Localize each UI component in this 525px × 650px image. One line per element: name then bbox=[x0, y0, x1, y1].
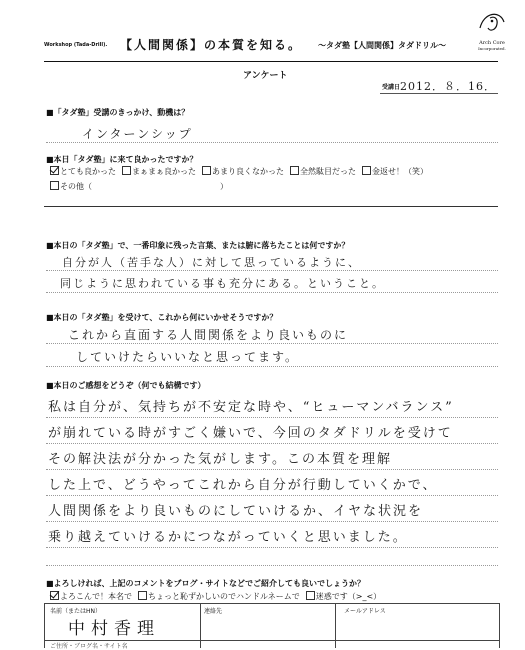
q5-rule-1 bbox=[46, 417, 498, 418]
q1-label: ■「タダ塾」受講のきっかけ、動機は？ bbox=[46, 108, 190, 117]
q2-option-very-good[interactable]: とても良かった bbox=[50, 166, 116, 177]
q5-answer-line-3: その解決法が分かった気がします。この本質を理解 bbox=[48, 452, 392, 467]
q4-rule-1 bbox=[46, 343, 498, 344]
header-rule bbox=[44, 61, 498, 62]
q3-rule-2 bbox=[46, 292, 498, 293]
q5-rule-6 bbox=[46, 547, 498, 548]
q1-rule bbox=[46, 142, 498, 143]
q5-rule-5 bbox=[46, 521, 498, 522]
q5-answer-line-5: 人間関係をより良いものにしていけるか、イヤな状況を bbox=[48, 504, 424, 519]
form-title: アンケート bbox=[243, 71, 288, 81]
q4-answer-line-2: していけたらいいなと思ってます。 bbox=[76, 350, 300, 364]
date-label: 受講日 bbox=[382, 84, 401, 91]
date-value: 2012．８．16． bbox=[400, 80, 496, 93]
q6-option-handle-name[interactable]: ちょっと恥ずかしいのでハンドルネームで bbox=[138, 591, 300, 602]
q3-label: ■本日の「タダ塾」で、一番印象に残った言葉、または腑に落ちたことは何ですか？ bbox=[46, 241, 350, 250]
q2-option-bad[interactable]: 全然駄目だった bbox=[290, 166, 356, 177]
q5-answer-line-1: 私は自分が、気持ちが不安定な時や、“ヒューマンバランス” bbox=[48, 400, 454, 415]
email-field[interactable] bbox=[340, 614, 494, 638]
phone-label: 連絡先 bbox=[204, 608, 223, 615]
contact-divider-1 bbox=[200, 604, 201, 648]
checkbox-icon[interactable] bbox=[306, 591, 315, 600]
q3-answer-line-1: 自分が人（苦手な人）に対して思っているように、 bbox=[62, 256, 361, 269]
q5-answer-line-4: した上で、どうやってこれから自分が行動していくかで、 bbox=[48, 478, 438, 493]
checkbox-icon[interactable] bbox=[362, 166, 371, 175]
q4-label: ■本日の「タダ塾」を受けて、これから何にいかせそうですか？ bbox=[46, 313, 278, 322]
q2-label: ■本日「タダ塾」に来て良かったですか？ bbox=[46, 155, 198, 164]
contact-divider-2 bbox=[335, 604, 336, 648]
q2-option-not-good[interactable]: あまり良くなかった bbox=[202, 166, 284, 177]
q3-answer-line-2: 同じように思われている事も充分にある。ということ。 bbox=[60, 277, 385, 290]
q4-answer-line-1: これから直面する人間関係をより良いものに bbox=[68, 328, 349, 342]
checkbox-icon[interactable] bbox=[50, 181, 59, 190]
q5-label: ■本日のご感想をどうぞ（何でも結構です） bbox=[46, 381, 206, 390]
checkbox-icon[interactable] bbox=[122, 166, 131, 175]
checkbox-checked-icon[interactable] bbox=[50, 166, 59, 175]
q5-answer-line-6: 乗り越えていけるかにつながっていくと思いました。 bbox=[48, 530, 408, 545]
logo-text-2: Incorporated. bbox=[478, 46, 506, 51]
q2-rule bbox=[44, 206, 498, 207]
q1-answer: インターンシップ bbox=[82, 127, 193, 141]
q2-options bbox=[50, 166, 434, 177]
q3-rule-1 bbox=[46, 270, 498, 271]
q2-option-refund[interactable]: 金返せ！（笑） bbox=[362, 166, 428, 177]
checkbox-icon[interactable] bbox=[202, 166, 211, 175]
checkbox-icon[interactable] bbox=[138, 591, 147, 600]
q6-option-real-name[interactable]: よろこんで！本名で bbox=[50, 591, 132, 602]
q5-rule-4 bbox=[46, 495, 498, 496]
page-title: 【人間関係】の本質を知る。 bbox=[120, 38, 303, 52]
q5-rule-7 bbox=[46, 565, 498, 566]
date-underline bbox=[380, 93, 498, 94]
q6-option-no[interactable]: 迷惑です（>_<） bbox=[306, 591, 381, 602]
email-label: メールアドレス bbox=[344, 608, 386, 615]
logo-text-1: Arch Core bbox=[479, 40, 505, 46]
q6-options bbox=[50, 591, 387, 602]
q5-answer-line-2: が崩れている時がすごく嫌いで、今回のタダドリルを受けて bbox=[48, 426, 453, 441]
phone-field[interactable] bbox=[202, 614, 332, 638]
q5-rule-3 bbox=[46, 469, 498, 470]
q2-option-fairly-good[interactable]: まぁまぁ良かった bbox=[122, 166, 196, 177]
q4-rule-2 bbox=[46, 366, 498, 367]
checkbox-checked-icon[interactable] bbox=[50, 591, 59, 600]
footer-label: ご住所・ブログ名・サイト名 bbox=[50, 643, 128, 650]
q6-label: ■よろしければ、上記のコメントをブログ・サイトなどでご紹介しても良いでしょうか？ bbox=[46, 579, 365, 588]
q2-option-other[interactable]: その他（ ） bbox=[50, 181, 228, 192]
page-subtitle: ～タダ塾【人間関係】タダドリル～ bbox=[318, 41, 446, 50]
logo-mark-icon bbox=[470, 6, 514, 36]
workshop-label: Workshop (Tada-Drill). bbox=[44, 42, 108, 48]
name-value[interactable]: 中村香理 bbox=[68, 619, 160, 639]
company-logo bbox=[470, 6, 514, 50]
name-label: 名前（またはHN） bbox=[50, 608, 102, 615]
q5-rule-2 bbox=[46, 443, 498, 444]
q2-other bbox=[50, 181, 234, 192]
checkbox-icon[interactable] bbox=[290, 166, 299, 175]
